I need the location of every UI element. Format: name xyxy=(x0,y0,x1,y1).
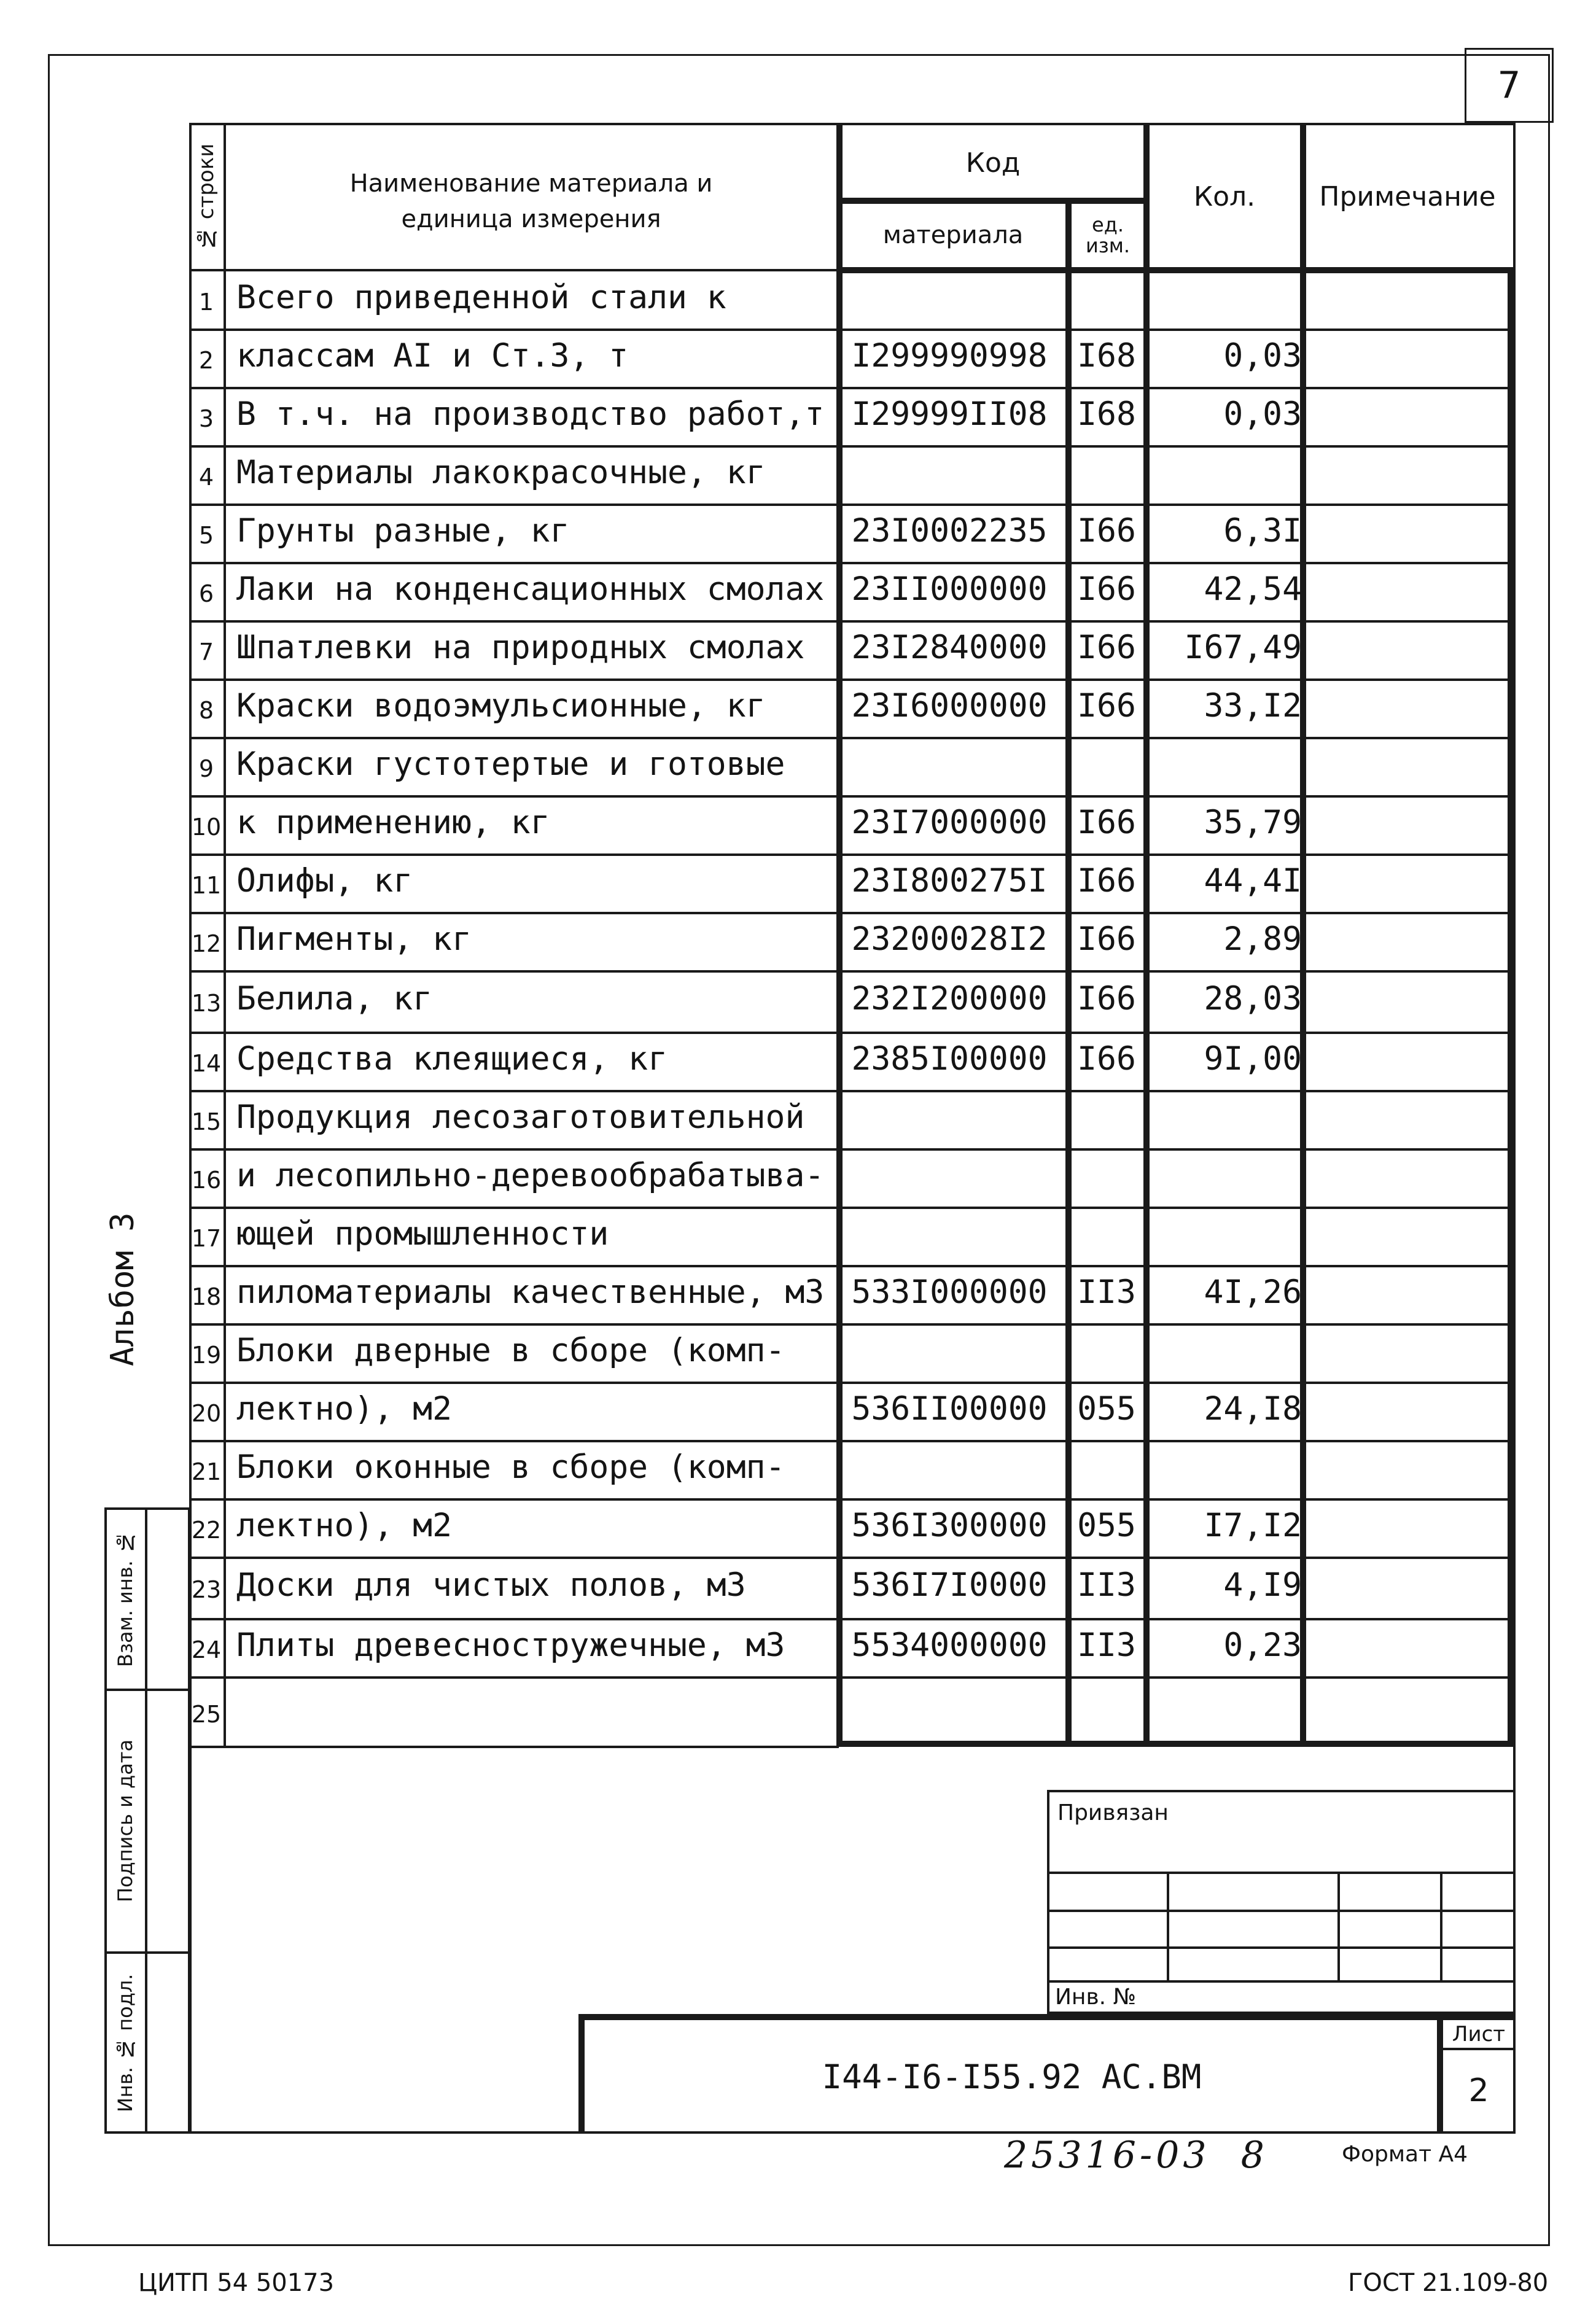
row-quantity: 0,03 xyxy=(1223,395,1302,433)
row-quantity: 6,3I xyxy=(1223,511,1302,550)
row-material-name: Лаки на конденсационных смолах xyxy=(236,570,825,608)
row-material-name: Материалы лакокрасочные, кг xyxy=(236,453,766,491)
footer-right: ГОСТ 21.109-80 xyxy=(1348,2269,1549,2297)
row-divider xyxy=(189,1148,1512,1151)
side-stamp-sep-1 xyxy=(104,1689,190,1691)
row-divider xyxy=(189,1265,1512,1267)
row-material-code: 23II000000 xyxy=(851,570,1048,608)
row-number: 18 xyxy=(191,1283,222,1310)
row-number: 24 xyxy=(191,1636,222,1663)
row-material-code: 5534000000 xyxy=(851,1626,1048,1664)
row-divider xyxy=(189,1323,1512,1326)
header-code: Код xyxy=(965,147,1021,179)
header-sep-name xyxy=(836,123,843,1747)
row-material-name: и лесопильно-деревообрабатыва- xyxy=(236,1156,825,1194)
row-number: 21 xyxy=(191,1458,222,1485)
row-material-name: Плиты древесностружечные, м3 xyxy=(236,1626,785,1664)
title-sheet-sep xyxy=(1437,2014,1443,2134)
row-divider xyxy=(189,1032,1512,1034)
row-divider xyxy=(189,1557,1512,1559)
row-number: 23 xyxy=(191,1576,222,1603)
row-material-name: к применению, кг xyxy=(236,803,550,841)
row-divider xyxy=(189,1382,1512,1384)
row-material-name: классам АI и Ст.3, т xyxy=(236,336,629,375)
row-quantity: I7,I2 xyxy=(1204,1506,1302,1544)
row-number: 20 xyxy=(191,1399,222,1427)
row-material-name: пиломатериалы качественные, м3 xyxy=(236,1273,825,1311)
bound-line-2 xyxy=(1047,1910,1514,1912)
title-sheet-line xyxy=(1440,2048,1514,2050)
row-material-name: ющей промышленности xyxy=(236,1215,609,1253)
row-quantity: 44,4I xyxy=(1204,861,1302,900)
row-divider xyxy=(189,912,1512,914)
row-divider xyxy=(189,620,1512,623)
album-label: Альбом 3 xyxy=(104,1212,141,1367)
row-material-code: 23I7000000 xyxy=(851,803,1048,841)
row-divider xyxy=(189,1207,1512,1209)
row-divider xyxy=(189,1440,1512,1442)
row-material-code: I29999II08 xyxy=(851,395,1048,433)
row-number: 4 xyxy=(198,463,214,491)
row-material-name: Блоки дверные в сборе (комп- xyxy=(236,1331,785,1369)
row-unit-code: I66 xyxy=(1077,803,1136,841)
row-unit-code: 055 xyxy=(1077,1390,1136,1428)
row-number: 5 xyxy=(198,521,214,549)
row-quantity: 4,I9 xyxy=(1223,1566,1302,1604)
row-unit-code: I66 xyxy=(1077,861,1136,900)
row-number: 8 xyxy=(198,696,214,724)
header-qty: Кол. xyxy=(1193,181,1256,212)
row-number: 25 xyxy=(191,1700,222,1728)
row-divider xyxy=(189,795,1512,798)
row-number: 3 xyxy=(198,405,214,432)
row-quantity: 9I,00 xyxy=(1204,1040,1302,1078)
inv-label: Инв. № xyxy=(1055,1985,1137,2010)
row-material-code: 533I000000 xyxy=(851,1273,1048,1311)
row-divider xyxy=(189,853,1512,856)
row-quantity: 24,I8 xyxy=(1204,1390,1302,1428)
row-number: 10 xyxy=(191,813,222,841)
row-material-name: лектно), м2 xyxy=(236,1506,452,1544)
row-material-name: Шпатлевки на природных смолах xyxy=(236,628,805,666)
row-quantity: 2,89 xyxy=(1223,920,1302,958)
row-number: 15 xyxy=(191,1108,222,1135)
row-number: 6 xyxy=(198,580,214,607)
row-material-name: Доски для чистых полов, м3 xyxy=(236,1566,746,1604)
row-unit-code: I66 xyxy=(1077,980,1136,1017)
row-divider xyxy=(189,1090,1512,1092)
row-material-name: В т.ч. на производство работ,т xyxy=(236,395,825,433)
row-divider xyxy=(189,503,1512,506)
row-number: 7 xyxy=(198,638,214,666)
row-number: 12 xyxy=(191,930,222,957)
table-right-border xyxy=(1508,270,1514,1747)
row-material-code: 23I2840000 xyxy=(851,628,1048,666)
row-unit-code: I66 xyxy=(1077,920,1136,958)
row-unit-code: I68 xyxy=(1077,395,1136,433)
side-stamp-inv-orig: Инв. № подл. xyxy=(114,1973,137,2112)
row-number: 22 xyxy=(191,1516,222,1544)
header-bottom-line xyxy=(836,267,1514,273)
bound-col-1 xyxy=(1167,1872,1169,1982)
header-code-material: материала xyxy=(882,220,1024,249)
row-material-code: 2385I00000 xyxy=(851,1040,1048,1078)
row-material-name: Средства клеящиеся, кг xyxy=(236,1040,668,1078)
row-quantity: 42,54 xyxy=(1204,570,1302,608)
row-material-code: 23I6000000 xyxy=(851,686,1048,725)
row-number: 13 xyxy=(191,990,222,1017)
row-divider xyxy=(189,1618,1512,1620)
row-material-code: I299990998 xyxy=(851,336,1048,375)
row-material-name: Пигменты, кг xyxy=(236,920,472,958)
row-material-code: 536II00000 xyxy=(851,1390,1048,1428)
row-unit-code: 055 xyxy=(1077,1506,1136,1544)
row-quantity: 4I,26 xyxy=(1204,1273,1302,1311)
table-bottom-border-left xyxy=(189,1746,839,1748)
row-unit-code: I66 xyxy=(1077,628,1136,666)
row-divider xyxy=(189,445,1512,448)
header-name-line1: Наименование материала и xyxy=(349,169,713,198)
header-code-unit: ед. изм. xyxy=(1085,212,1131,257)
row-divider xyxy=(189,737,1512,739)
bound-line-1 xyxy=(1047,1872,1514,1874)
row-unit-code: II3 xyxy=(1077,1626,1136,1664)
header-name-line2: единица измерения xyxy=(401,205,661,233)
side-stamp-inv-sub: Взам. инв. № xyxy=(114,1531,137,1667)
row-divider xyxy=(189,970,1512,973)
row-unit-code: I68 xyxy=(1077,336,1136,375)
row-number: 19 xyxy=(191,1341,222,1369)
row-divider xyxy=(189,1676,1512,1679)
table-bottom-border xyxy=(836,1741,1514,1747)
footer-left: ЦИТП 54 50173 xyxy=(138,2269,335,2297)
bound-label: Привязан xyxy=(1057,1800,1169,1825)
row-quantity: 0,23 xyxy=(1223,1626,1302,1664)
row-unit-code: II3 xyxy=(1077,1273,1136,1311)
bound-line-3 xyxy=(1047,1946,1514,1949)
bound-col-2 xyxy=(1337,1872,1340,1982)
row-material-code: 536I7I0000 xyxy=(851,1566,1048,1604)
row-unit-code: II3 xyxy=(1077,1566,1136,1604)
row-number: 14 xyxy=(191,1049,222,1077)
row-unit-code: I66 xyxy=(1077,570,1136,608)
row-material-name: Белила, кг xyxy=(236,980,433,1017)
row-quantity: I67,49 xyxy=(1184,628,1302,666)
sheet-value: 2 xyxy=(1468,2072,1489,2109)
row-divider xyxy=(189,562,1512,564)
row-quantity: 35,79 xyxy=(1204,803,1302,841)
row-quantity: 0,03 xyxy=(1223,336,1302,375)
row-divider xyxy=(189,678,1512,681)
row-material-name: Краски густотертые и готовые xyxy=(236,745,785,783)
header-name xyxy=(227,166,835,237)
side-stamp-sign-date: Подпись и дата xyxy=(114,1739,137,1902)
row-quantity: 33,I2 xyxy=(1204,686,1302,725)
sheet-number: 7 xyxy=(1497,64,1521,107)
row-material-code: 23I0002235 xyxy=(851,511,1048,550)
row-number: 1 xyxy=(198,288,214,316)
row-number: 2 xyxy=(198,346,214,374)
format-label: Формат А4 xyxy=(1342,2142,1468,2167)
handwritten-note: 25316-03 8 xyxy=(1004,2134,1268,2177)
row-quantity: 28,03 xyxy=(1204,980,1302,1017)
row-number: 11 xyxy=(191,871,222,899)
row-divider xyxy=(189,329,1512,331)
side-stamp-inner-line xyxy=(145,1507,147,2134)
row-number: 16 xyxy=(191,1166,222,1194)
row-divider xyxy=(189,387,1512,389)
row-unit-code: I66 xyxy=(1077,686,1136,725)
header-sep-rowno xyxy=(224,123,226,1747)
row-material-name: Блоки оконные в сборе (комп- xyxy=(236,1448,785,1486)
header-bottom-line-left xyxy=(189,269,839,271)
row-material-name: Всего приведенной стали к xyxy=(236,278,726,316)
row-material-name: Олифы, кг xyxy=(236,861,413,900)
header-note: Примечание xyxy=(1319,181,1496,212)
designation: I44-I6-I55.92 АС.ВМ xyxy=(822,2058,1202,2096)
row-material-code: 232I200000 xyxy=(851,980,1048,1017)
bound-line-4 xyxy=(1047,1980,1514,1983)
row-material-code: 23200028I2 xyxy=(851,920,1048,958)
row-divider xyxy=(189,1498,1512,1501)
row-number: 9 xyxy=(198,755,214,782)
row-unit-code: I66 xyxy=(1077,1040,1136,1078)
sheet-label: Лист xyxy=(1452,2021,1506,2047)
row-material-name: Продукция лесозаготовительной xyxy=(236,1098,805,1136)
row-material-code: 23I800275I xyxy=(851,861,1048,900)
row-material-code: 536I300000 xyxy=(851,1506,1048,1544)
row-number: 17 xyxy=(191,1224,222,1252)
row-material-name: лектно), м2 xyxy=(236,1390,452,1428)
row-material-name: Краски водоэмульсионные, кг xyxy=(236,686,766,725)
header-row-no: № строки xyxy=(194,143,219,251)
row-material-name: Грунты разные, кг xyxy=(236,511,570,550)
row-unit-code: I66 xyxy=(1077,511,1136,550)
bound-col-3 xyxy=(1440,1872,1442,1982)
